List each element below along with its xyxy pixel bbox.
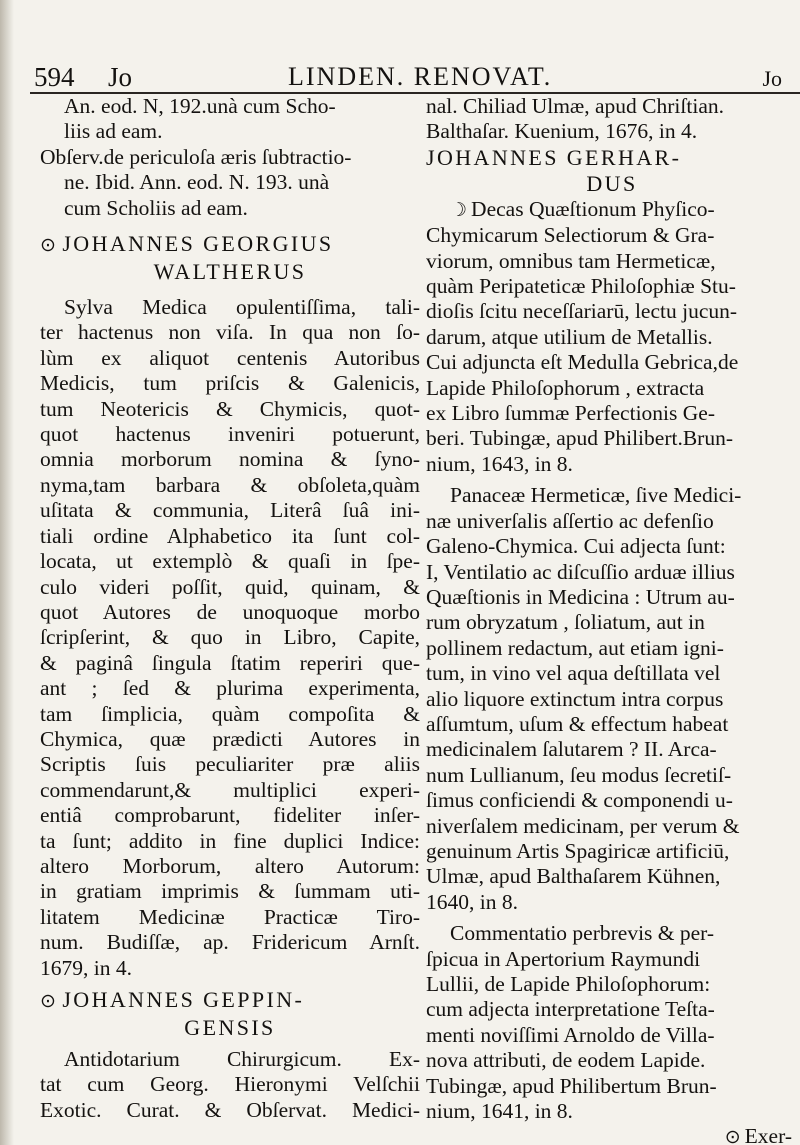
text-line: ta ſunt; addito in fine duplici Indice: (40, 828, 420, 853)
running-head-right: Jo (762, 66, 782, 91)
text-line: An. eod. N, 192.unà cum Scho- (64, 94, 336, 118)
text-line: ☽ Decas Quæſtionum Phyſico- (450, 196, 715, 221)
entry-heading (40, 231, 420, 259)
text-line: Quæſtionis in Medicina : Utrum au- (426, 584, 735, 609)
text-line: litatem Medicinæ Practicæ Tiro- (40, 904, 420, 929)
text-line: culo videri poſſit, quid, quinam, & (40, 574, 420, 599)
text-line: tat cum Georg. Hieronymi Velſchii (40, 1072, 420, 1097)
text-line: quot Autores de unoquoque morbo (40, 599, 420, 624)
text-line: Lapide Philoſophorum , extracta (426, 375, 705, 400)
text-line: uſitata & communia, Literâ ſuâ ini- (40, 498, 420, 523)
text-line: ſcripſerint, & quo in Libro, Capite, (40, 625, 420, 650)
text-line: ne. Ibid. Ann. eod. N. 193. unà (64, 170, 330, 195)
running-title: LINDEN. RENOVAT. (288, 62, 553, 91)
entry-heading (40, 987, 420, 1015)
text-line: cum adjecta interpretatione Teſta- (426, 997, 715, 1022)
page-number: 594 (34, 62, 75, 92)
right-column (426, 94, 798, 1145)
entry-mark-icon: ⊙ (40, 235, 59, 257)
entry-mark-icon: ⊙ (40, 991, 59, 1012)
text-line: nal. Chiliad Ulmæ, apud Chriſtian. (426, 94, 724, 118)
text-line: Lullii, de Lapide Philoſophorum: (426, 972, 711, 996)
text-line: locata, ut extemplò & quaſi in ſpe- (40, 549, 420, 574)
text-line: tiali ordine Alphabetico ita ſunt col- (40, 523, 420, 548)
text-line: Chymica, quæ prædicti Autores in (40, 726, 420, 751)
text-line: menti noviſſimi Arnoldo de Villa- (426, 1022, 715, 1047)
entry-mark-icon: ⊙ (724, 1127, 741, 1145)
text-line: dioſis ſcitu neceſſariarū, lectu jucun- (426, 299, 738, 324)
running-head-left: Jo (108, 62, 133, 92)
text-line: pollinem redactum, aut etiam igni- (426, 635, 724, 660)
text-line: Ulmæ, apud Balthaſarem Kühnen, (426, 864, 721, 889)
text-line: altero Morborum, altero Autorum: (40, 853, 420, 878)
text-line: rum obryzatum , ſoliatum, aut in (426, 610, 705, 635)
text-line: beri. Tubingæ, apud Philibert.Brun- (426, 426, 733, 451)
text-line: Galeno-Chymica. Cui adjecta ſunt: (426, 534, 726, 559)
text-line: in gratiam imprimis & ſummam uti- (40, 879, 420, 904)
author-name: JOHANNES GEORGIUS (62, 231, 334, 257)
left-column (40, 94, 420, 1123)
text-line: Panaceæ Hermeticæ, ſive Medici- (450, 483, 742, 508)
author-name: DUS (586, 170, 638, 196)
text-line: Chymicarum Selectiorum & Gra- (426, 223, 715, 248)
text-line: & paginâ ſingula ſtatim reperiri que- (40, 650, 420, 675)
text-line: entiâ comprobarunt, fideliter inſer- (40, 803, 420, 828)
running-header (30, 56, 800, 94)
text-line: Exotic. Curat. & Obſervat. Medici- (40, 1097, 420, 1122)
text-line: Medicis, tum priſcis & Galenicis, (40, 371, 420, 396)
text-line: num Lullianum, ſeu modus ſecretiſ- (426, 762, 732, 787)
text-line: ant ; ſed & plurima experimenta, (40, 676, 420, 701)
text-line: I, Ventilatio ac diſcuſſio arduæ illius (426, 559, 735, 584)
author-name: WALTHERUS (153, 259, 307, 285)
text-line: nova attributi, de eodem Lapide. (426, 1048, 706, 1073)
text-line: Obſerv.de periculoſa æris ſubtractio- (40, 144, 352, 169)
text-line: niverſalem medicinam, per verum & (426, 813, 740, 838)
text-line: nyma,tam barbara & obſoleta,quàm (40, 472, 420, 497)
text-line: alio liquore extinctum intra corpus (426, 686, 724, 711)
text-line: Tubingæ, apud Philibertum Brun- (426, 1073, 717, 1098)
text-line: viorum, omnibus tam Hermeticæ, (426, 248, 716, 273)
text-line: quot hactenus inveniri potuerunt, (40, 422, 420, 447)
text-line: commendarunt,& multiplici experi- (40, 777, 420, 802)
text-line: 1679, in 4. (40, 955, 132, 980)
catchword: ⊙ Exer- (426, 1124, 798, 1145)
text-line: tam ſimplicia, quàm compoſita & (40, 701, 420, 726)
text-line: darum, atque utilium de Metallis. (426, 324, 713, 349)
text-line: omnia morborum nomina & ſyno- (40, 447, 420, 472)
text-line: aſſumtum, uſum & effectum habeat (426, 711, 729, 736)
text-line: Cui adjuncta eſt Medulla Gebrica,de (426, 350, 739, 375)
text-line: liis ad eam. (64, 119, 163, 144)
text-line: genuinum Artis Spagiricæ artificiū, (426, 838, 730, 863)
text-line: ter hactenus non viſa. In qua non ſo- (40, 320, 420, 345)
text-line: cum Scholiis ad eam. (64, 195, 248, 220)
text-line: tum, in vino vel aqua deſtillata vel (426, 661, 721, 686)
text-line: Balthaſar. Kuenium, 1676, in 4. (426, 119, 698, 144)
text-line: tum Neotericis & Chymicis, quot- (40, 396, 420, 421)
text-line: num. Budiſſæ, ap. Fridericum Arnſt. (40, 930, 420, 955)
text-line: næ univerſalis aſſertio ac defenſio (426, 508, 714, 533)
text-line: lùm ex aliquot centenis Autoribus (40, 345, 420, 370)
text-line: Sylva Medica opulentiſſima, tali- (64, 295, 420, 320)
author-name: JOHANNES GEPPIN- (62, 987, 305, 1012)
text-line: 1640, in 8. (426, 889, 518, 914)
text-line: Antidotarium Chirurgicum. Ex- (64, 1047, 420, 1071)
text-line: Scriptis ſuis peculiariter præ aliis (40, 752, 420, 777)
page-binding-shadow (0, 0, 14, 1145)
author-name: JOHANNES GERHAR- (426, 144, 682, 170)
moon-mark-icon: ☽ (450, 199, 468, 221)
text-line: ex Libro ſummæ Perfectionis Ge- (426, 401, 715, 426)
author-name: GENSIS (184, 1015, 276, 1040)
text-line: ſpicua in Apertorium Raymundi (426, 946, 701, 971)
text-line: Commentatio perbrevis & per- (450, 921, 715, 946)
text-line: nium, 1641, in 8. (426, 1099, 573, 1124)
text-line: ſimus conficiendi & componendi u- (426, 788, 733, 813)
text-line: medicinalem ſalutarem ? II. Arca- (426, 737, 717, 762)
text-line: quàm Peripateticæ Philoſophiæ Stu- (426, 274, 736, 299)
text-line: nium, 1643, in 8. (426, 451, 573, 476)
